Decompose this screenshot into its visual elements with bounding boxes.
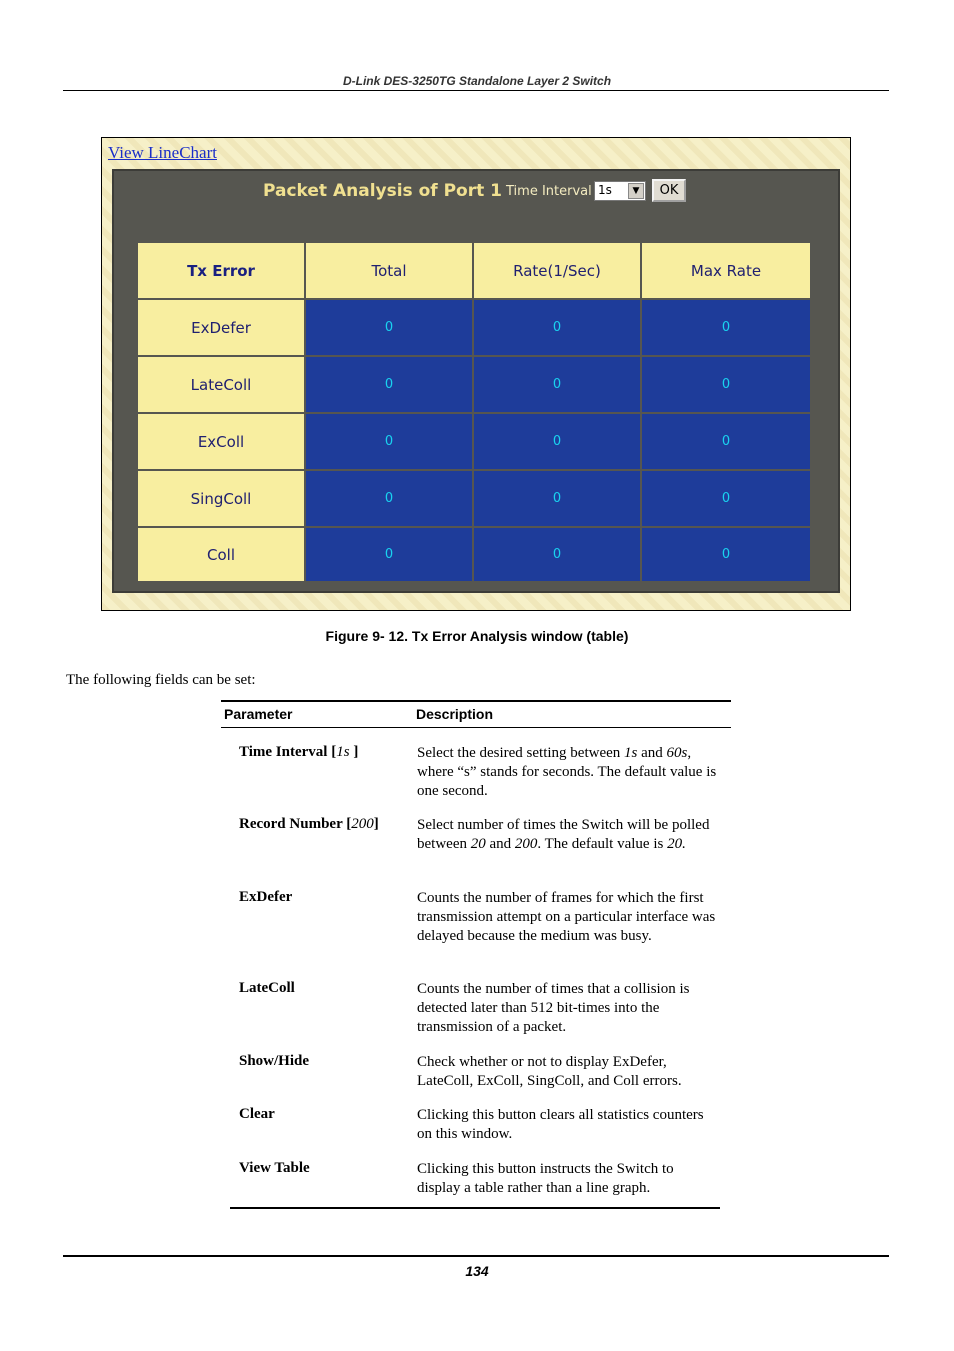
param-name: LateColl [239, 980, 295, 996]
param-description: Clicking this button instructs the Switch to display a table rather than a line graph. [417, 1161, 674, 1196]
cell-latecoll-max-rate: 0 [642, 357, 810, 412]
row-label-excoll: ExColl [138, 414, 304, 469]
row-label-coll: Coll [138, 528, 304, 581]
cell-coll-total: 0 [306, 528, 472, 581]
col-parameter: Parameter [224, 706, 293, 722]
row-label-exdefer: ExDefer [138, 300, 304, 355]
page-header: D-Link DES-3250TG Standalone Layer 2 Switch [342, 74, 612, 88]
cell-singcoll-max-rate: 0 [642, 471, 810, 526]
param-name: View Table [239, 1160, 310, 1176]
view-linechart-link[interactable]: View LineChart [108, 143, 217, 162]
tx-error-table [138, 243, 810, 581]
cell-singcoll-total: 0 [306, 471, 472, 526]
intro-text: The following fields can be set: [66, 672, 256, 688]
table-top-rule [221, 700, 731, 702]
cell-excoll-max-rate: 0 [642, 414, 810, 469]
cell-coll-max-rate: 0 [642, 528, 810, 581]
header-total: Total [306, 243, 472, 298]
param-description: Counts the number of frames for which the first transmission attempt on a particular interface was delayed because the medium was busy. [417, 890, 716, 944]
header-max-rate: Max Rate [642, 243, 810, 298]
time-interval-select[interactable] [594, 181, 646, 201]
table-bottom-rule [230, 1207, 720, 1209]
table-header-rule [221, 727, 731, 728]
param-name: Time Interval [1s ] [239, 744, 359, 760]
param-name: Record Number [200] [239, 816, 379, 832]
figure-caption: Figure 9- 12. Tx Error Analysis window (table) [325, 628, 629, 644]
packet-analysis-panel [112, 169, 840, 593]
page-number: 134 [465, 1263, 489, 1279]
cell-coll-rate: 0 [474, 528, 640, 581]
param-name: ExDefer [239, 889, 293, 905]
cell-excoll-rate: 0 [474, 414, 640, 469]
tx-error-window-screenshot [101, 137, 851, 611]
ok-button[interactable]: OK [652, 179, 686, 202]
header-tx-error: Tx Error [138, 243, 304, 298]
panel-title: Packet Analysis of Port 1 [263, 181, 502, 201]
cell-singcoll-rate: 0 [474, 471, 640, 526]
param-description: Check whether or not to display ExDefer, LateColl, ExColl, SingColl, and Coll errors. [417, 1054, 682, 1089]
col-description: Description [416, 706, 494, 722]
cell-exdefer-total: 0 [306, 300, 472, 355]
row-label-latecoll: LateColl [138, 357, 304, 412]
param-description: Select number of times the Switch will be polled between 20 and 200. The default value is 20. [417, 817, 710, 852]
row-label-singcoll: SingColl [138, 471, 304, 526]
header-rate: Rate(1/Sec) [474, 243, 640, 298]
param-name: Clear [239, 1106, 275, 1122]
chevron-down-icon[interactable]: ▼ [628, 183, 644, 199]
cell-exdefer-rate: 0 [474, 300, 640, 355]
cell-excoll-total: 0 [306, 414, 472, 469]
cell-latecoll-rate: 0 [474, 357, 640, 412]
param-description: Counts the number of times that a collision is detected later than 512 bit-times into the transmission of a packet. [417, 981, 690, 1035]
param-name: Show/Hide [239, 1053, 310, 1069]
footer-rule [63, 1255, 889, 1257]
header-rule [63, 90, 889, 91]
param-description: Clicking this button clears all statistics counters on this window. [417, 1107, 704, 1142]
time-interval-label: Time Interval [506, 184, 592, 199]
time-interval-value: 1s [598, 183, 612, 197]
cell-latecoll-total: 0 [306, 357, 472, 412]
cell-exdefer-max-rate: 0 [642, 300, 810, 355]
param-description: Select the desired setting between 1s and 60s, where “s” stands for seconds. The default value is one second. [417, 745, 717, 799]
